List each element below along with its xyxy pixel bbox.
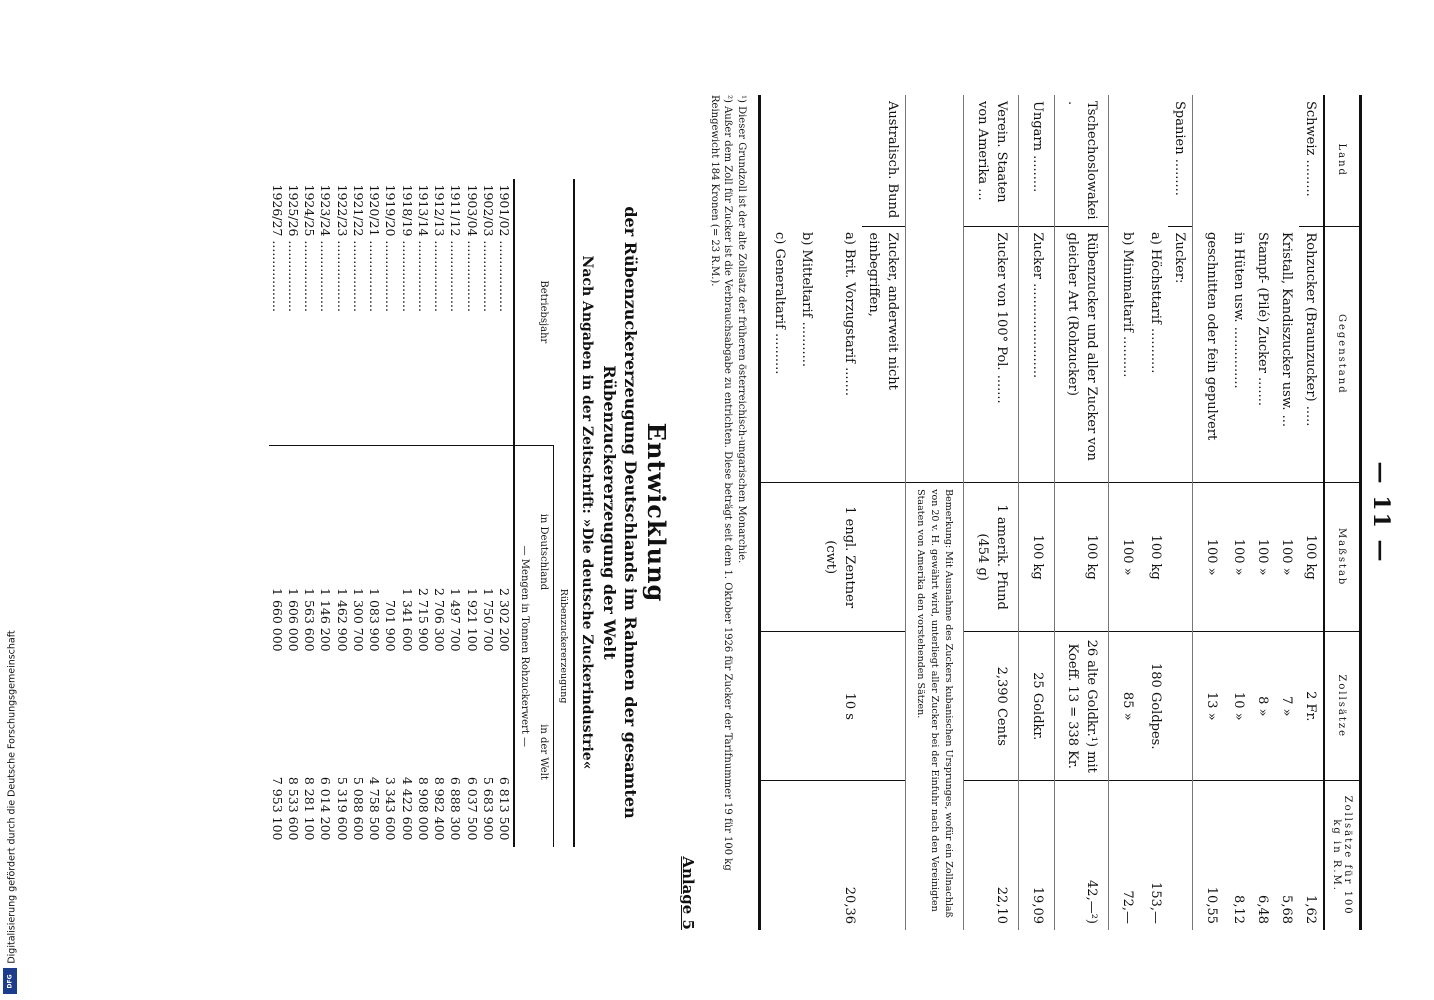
tariff-row bbox=[862, 95, 905, 930]
production-world: 8 533 600 bbox=[285, 776, 301, 841]
tariff-massstab: 100 kg bbox=[1054, 483, 1109, 632]
production-world: 8 982 400 bbox=[432, 776, 448, 841]
production-subtitle-2: Rübenzuckererzeugung der Welt bbox=[600, 365, 620, 660]
tariff-massstab bbox=[1168, 483, 1192, 632]
production-row bbox=[415, 179, 431, 847]
production-world: 6 037 500 bbox=[464, 776, 480, 841]
col-zollsaetze-rm: Zollsätze für 100 kg in R.M. bbox=[1324, 781, 1361, 930]
production-de: 1 300 700 bbox=[350, 446, 366, 658]
production-de: 1 563 600 bbox=[301, 446, 317, 658]
col-deutschland: in Deutschland bbox=[534, 446, 554, 658]
tariff-body bbox=[759, 95, 1324, 930]
production-year: 1911/12 .................. bbox=[448, 184, 464, 312]
production-year: 1919/20 .................. bbox=[383, 184, 399, 312]
tariff-land: Schweiz ......... bbox=[1192, 95, 1324, 226]
production-row bbox=[269, 179, 285, 847]
tariff-gegenstand: Rübenzucker und aller Zucker von gleicher Art (Rohzucker) bbox=[1054, 226, 1109, 483]
tariff-row bbox=[964, 95, 1019, 930]
production-de: 1 921 100 bbox=[464, 446, 480, 658]
production-source: Nach Angaben in der Zeitschrift: »Die deutsche Zuckerindustrie« bbox=[578, 255, 595, 770]
credit-text: Digitalisierung gefördert durch die Deutsche Forschungsgemeinschaft bbox=[6, 630, 18, 964]
production-row bbox=[480, 179, 496, 847]
production-year: 1918/19 .................. bbox=[399, 184, 415, 312]
tariff-rm: 6,48 bbox=[1251, 781, 1275, 930]
tariff-zollsatz bbox=[862, 632, 905, 781]
tariff-rm bbox=[1168, 781, 1192, 930]
tariff-zollsatz: 26 alte Goldkr.¹) mit Koeff. 13 = 338 Kr. bbox=[1054, 632, 1109, 781]
production-row bbox=[399, 179, 415, 847]
footnote-1: ¹) Dieser Grundzoll ist der alte Zollsatz der früheren österreichisch-ungarischen Monarchie. bbox=[735, 95, 747, 564]
production-de: 2 715 900 bbox=[415, 446, 431, 658]
production-world: 6 888 300 bbox=[448, 776, 464, 841]
production-row bbox=[448, 179, 464, 847]
production-row bbox=[301, 179, 317, 847]
tariff-gegenstand: Kristall, Kandiszucker usw. ... bbox=[1279, 232, 1295, 428]
tariff-gegenstand: a) Höchsttarif ........... bbox=[1147, 232, 1163, 374]
production-row bbox=[285, 179, 301, 847]
col-betriebsjahr: Betriebsjahr bbox=[514, 179, 574, 446]
production-row bbox=[366, 179, 382, 847]
tariff-rm bbox=[796, 781, 820, 930]
production-header-row-1 bbox=[553, 179, 574, 847]
production-subtitle-1: der Rübenzuckererzeugung Deutschlands im Rahmen der gesamten bbox=[621, 206, 641, 819]
tariff-rm: 8,12 bbox=[1228, 781, 1252, 930]
tariff-zollsatz bbox=[1168, 632, 1192, 781]
production-de: 1 750 700 bbox=[480, 446, 496, 658]
production-year: 1913/14 .................. bbox=[415, 184, 431, 312]
tariff-massstab: 100 » bbox=[1228, 483, 1252, 632]
tariff-zollsatz bbox=[759, 632, 795, 781]
production-de: 1 462 900 bbox=[334, 446, 350, 658]
production-year: 1924/25 .................. bbox=[302, 184, 318, 312]
production-de: 2 706 300 bbox=[431, 446, 447, 658]
production-year: 1921/22 .................. bbox=[350, 184, 366, 312]
tariff-gegenstand: c) Generaltarif .......... bbox=[759, 226, 795, 483]
tariff-note-spacer bbox=[905, 95, 963, 483]
us-note: Bemerkung: Mit Ausnahme des Zuckers kubanischen Ursprunges, wofür ein Zollnachlaß von 20 v. H. gewährt wird, unterliegt aller Zucker bei der Einfuhr nach den Vereinigten Staaten von Amerika den vorstehenden Sätzen. bbox=[905, 483, 963, 930]
production-row bbox=[318, 179, 334, 847]
tariff-row bbox=[1054, 95, 1109, 930]
tariff-massstab bbox=[862, 483, 905, 632]
tariff-massstab: 100 kg bbox=[1144, 483, 1168, 632]
production-world: 4 758 500 bbox=[367, 776, 383, 841]
tariff-land: Tschechoslowakei . bbox=[1054, 95, 1109, 226]
production-de: 1 341 600 bbox=[399, 446, 415, 658]
tariff-row bbox=[1299, 95, 1324, 930]
production-row bbox=[496, 179, 513, 847]
production-world: 6 014 200 bbox=[318, 776, 334, 841]
page-number: — 11 — bbox=[1368, 461, 1394, 564]
tariff-row bbox=[1018, 95, 1054, 930]
tariff-zollsatz bbox=[796, 632, 820, 781]
tariff-massstab bbox=[796, 483, 820, 632]
tariff-rm: 72,— bbox=[1109, 781, 1144, 930]
production-year: 1922/23 .................. bbox=[334, 184, 350, 312]
col-gegenstand: Gegenstand bbox=[1324, 226, 1361, 483]
col-land: Land bbox=[1324, 95, 1361, 226]
tariff-gegenstand: Zucker ....................... bbox=[1018, 226, 1054, 483]
tariff-massstab: 100 » bbox=[1251, 483, 1275, 632]
tariff-rm: 10,55 bbox=[1192, 781, 1227, 930]
production-world: 5 683 900 bbox=[480, 776, 496, 841]
tariff-massstab: 1 amerik. Pfund (454 g) bbox=[964, 483, 1019, 632]
production-world: 7 953 100 bbox=[269, 776, 285, 841]
production-row bbox=[350, 179, 366, 847]
tariff-zollsatz: 10 s bbox=[819, 632, 862, 781]
tariff-zollsatz: 180 Goldpes. bbox=[1144, 632, 1168, 781]
production-row bbox=[464, 179, 480, 847]
tariff-gegenstand: Stampf- (Pilé) Zucker ....... bbox=[1255, 232, 1271, 406]
tariff-land: Ungarn ......... bbox=[1018, 95, 1054, 226]
tariff-gegenstand: Zucker von 100° Pol. ....... bbox=[964, 226, 1019, 483]
tariff-zollsatz: 8 » bbox=[1251, 632, 1275, 781]
production-de: 701 900 bbox=[383, 446, 399, 658]
production-de: 1 660 000 bbox=[269, 446, 285, 658]
tariff-rm: 19,09 bbox=[1018, 781, 1054, 930]
production-row bbox=[383, 179, 399, 847]
tariff-rm bbox=[759, 781, 795, 930]
tariff-massstab: 100 » bbox=[1192, 483, 1227, 632]
tariff-rm: 22,10 bbox=[964, 781, 1019, 930]
tariff-land: Australisch. Bund bbox=[759, 95, 905, 226]
tariff-gegenstand: Rohzucker (Braunzucker) ..... bbox=[1299, 226, 1324, 483]
tariff-land: Verein. Staaten von Amerika ... bbox=[964, 95, 1019, 226]
production-row bbox=[334, 179, 350, 847]
production-title: Entwicklung bbox=[642, 422, 672, 603]
production-year: 1925/26 .................. bbox=[285, 184, 301, 312]
tariff-gegenstand: b) Minimaltarif .......... bbox=[1109, 226, 1144, 483]
production-year: 1926/27 .................. bbox=[269, 184, 285, 312]
tariff-zollsatz: 85 » bbox=[1109, 632, 1144, 781]
tariff-rm: 20,36 bbox=[819, 781, 862, 930]
production-year: 1903/04 .................. bbox=[464, 184, 480, 312]
footnote-2: ²) Außer dem Zoll für Zucker ist die Verbrauchsabgabe zu entrichten. Diese beträgt seit dem 1. Oktober 1926 für Zucker der Tarifnummer 19 für 100 kg Reingewicht 184 Kronen (= 23 R.M.). bbox=[708, 95, 734, 871]
production-de: 1 497 700 bbox=[448, 446, 464, 658]
production-year: 1920/21 .................. bbox=[367, 184, 383, 312]
production-world: 3 343 600 bbox=[383, 776, 399, 841]
production-body bbox=[269, 179, 514, 847]
tariff-note-row bbox=[905, 95, 963, 930]
production-de: 1 606 000 bbox=[285, 446, 301, 658]
anlage-label: Anlage 5 bbox=[679, 856, 698, 930]
production-world: 6 813 500 bbox=[497, 776, 513, 841]
tariff-rm: 5,68 bbox=[1275, 781, 1299, 930]
tariff-massstab: 1 engl. Zentner (cwt) bbox=[819, 483, 862, 632]
tariff-table bbox=[758, 95, 1362, 930]
production-row bbox=[431, 179, 447, 847]
production-world: 5 319 600 bbox=[334, 776, 350, 841]
tariff-zollsatz: 25 Goldkr. bbox=[1018, 632, 1054, 781]
col-unit: — Mengen in Tonnen Rohzuckerwert — bbox=[514, 446, 534, 847]
production-world: 5 088 600 bbox=[350, 776, 366, 841]
footnotes bbox=[707, 95, 748, 930]
tariff-gegenstand: Zucker: bbox=[1168, 226, 1192, 483]
production-year: 1923/24 .................. bbox=[318, 184, 334, 312]
tariff-zollsatz: 2 Fr. bbox=[1299, 632, 1324, 781]
tariff-gegenstand: a) Brit. Vorzugstarif ....... bbox=[842, 232, 858, 397]
production-de: 1 083 900 bbox=[366, 446, 382, 658]
production-year: 1902/03 .................. bbox=[480, 184, 496, 312]
tariff-zollsatz: 13 » bbox=[1192, 632, 1227, 781]
production-year: 1901/02 .................. bbox=[497, 184, 513, 312]
tariff-land: Spanien ......... bbox=[1109, 95, 1193, 226]
tariff-massstab: 100 kg bbox=[1018, 483, 1054, 632]
col-welt: in der Welt bbox=[537, 724, 549, 780]
tariff-gegenstand: b) Mitteltarif ........... bbox=[799, 232, 815, 368]
tariff-zollsatz: 10 » bbox=[1228, 632, 1252, 781]
production-world: 8 908 000 bbox=[415, 776, 431, 841]
col-span-erzeugung: Rübenzuckererzeugung bbox=[553, 446, 574, 847]
production-world: 8 281 100 bbox=[302, 776, 318, 841]
production-world: 4 422 600 bbox=[399, 776, 415, 841]
tariff-rm: 1,62 bbox=[1299, 781, 1324, 930]
digitization-credit bbox=[3, 604, 21, 990]
production-de: 2 302 200 bbox=[496, 446, 513, 658]
production-de: 1 146 200 bbox=[318, 446, 334, 658]
tariff-gegenstand: geschnitten oder fein gepulvert bbox=[1192, 226, 1227, 483]
tariff-gegenstand: Zucker, anderweit nicht einbegriffen, bbox=[862, 226, 905, 483]
production-year: 1912/13 .................. bbox=[432, 184, 448, 312]
production-table bbox=[269, 179, 575, 847]
tariff-massstab bbox=[759, 483, 795, 632]
tariff-rm: 42,—²) bbox=[1054, 781, 1109, 930]
tariff-massstab: 100 » bbox=[1109, 483, 1144, 632]
tariff-row bbox=[1168, 95, 1192, 930]
tariff-rm bbox=[862, 781, 905, 930]
col-massstab: Maßstab bbox=[1324, 483, 1361, 632]
col-zollsaetze: Zollsätze bbox=[1324, 632, 1361, 781]
tariff-rm: 153,— bbox=[1144, 781, 1168, 930]
tariff-gegenstand: in Hüten usw. ............... bbox=[1231, 232, 1247, 389]
tariff-zollsatz: 2,390 Cents bbox=[964, 632, 1019, 781]
dfg-logo: DFG bbox=[3, 968, 17, 994]
tariff-massstab: 100 kg bbox=[1299, 483, 1324, 632]
tariff-header-row bbox=[1324, 95, 1361, 930]
tariff-massstab: 100 » bbox=[1275, 483, 1299, 632]
tariff-zollsatz: 7 » bbox=[1275, 632, 1299, 781]
